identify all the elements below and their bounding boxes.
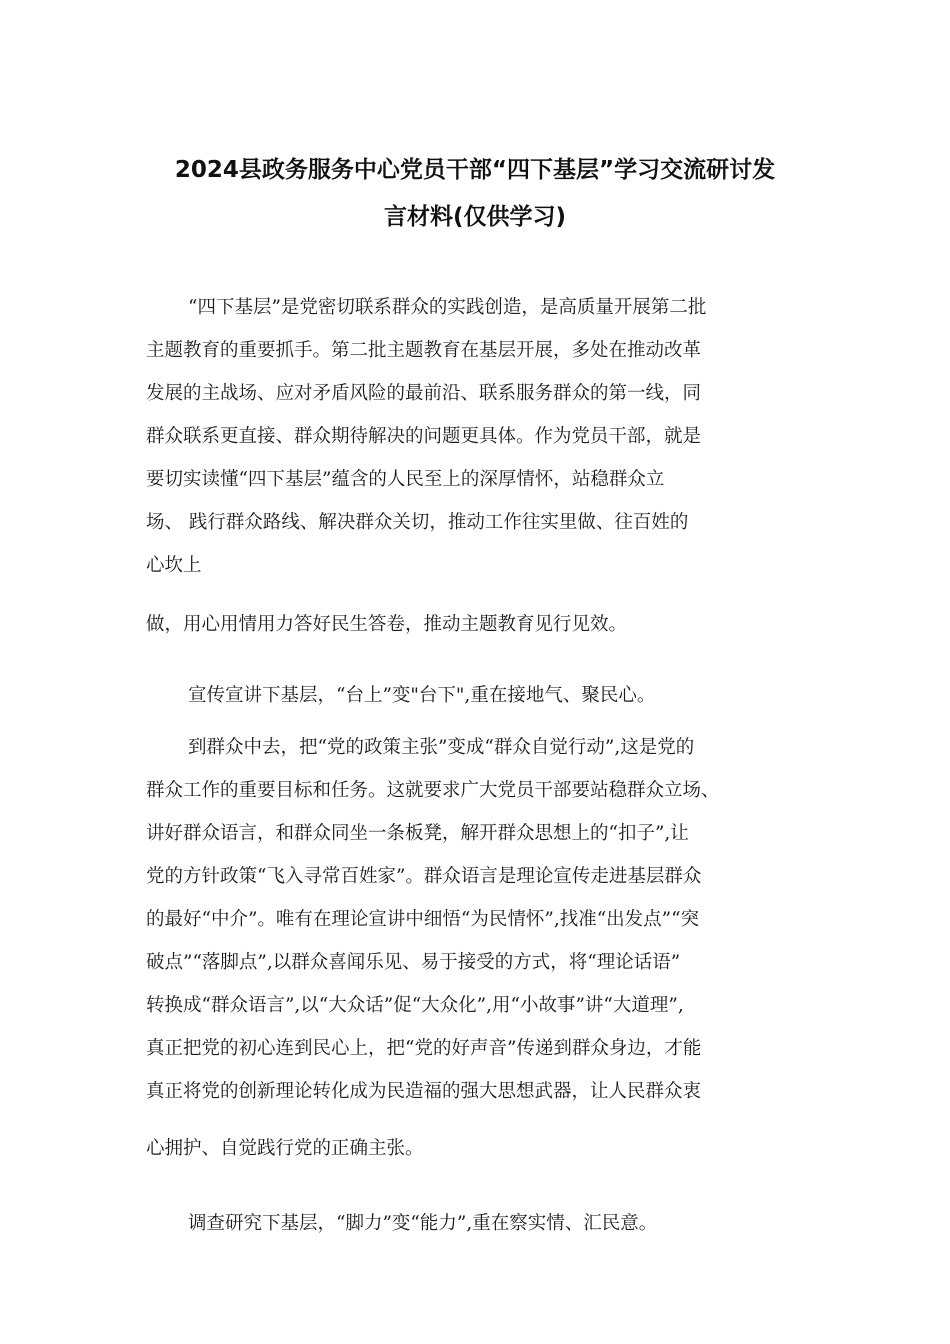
para2-line-8: 真正把党的初心连到民心上，把“党的好声音”传递到群众身边，才能: [146, 1038, 702, 1059]
para2-line-4: 党的方针政策“飞入寻常百姓家”。群众语言是理论宣传走进基层群众: [146, 866, 702, 887]
document-title-line-1: 2024县政务服务中心党员干部“四下基层”学习交流研讨发: [174, 157, 776, 183]
para2-line-6: 破点”“落脚点”,以群众喜闻乐见、易于接受的方式，将“理论话语”: [146, 952, 681, 973]
para2-line-2: 群众工作的重要目标和任务。这就要求广大党员干部要站稳群众立场、: [146, 780, 720, 801]
para1-line-3: 发展的主战场、应对矛盾风险的最前沿、联系服务群众的第一线，同: [146, 383, 702, 404]
para1-line-6: 场、 践行群众路线、解决群众关切，推动工作往实里做、往百姓的: [146, 512, 689, 533]
para1-line-5: 要切实读懂“四下基层”蕴含的人民至上的深厚情怀，站稳群众立: [146, 469, 665, 490]
para1-line-8: 做，用心用情用力答好民生答卷，推动主题教育见行见效。: [146, 614, 628, 635]
para1-line-4: 群众联系更直接、群众期待解决的问题更具体。作为党员干部，就是: [146, 426, 702, 447]
para1-line-7: 心坎上: [146, 555, 202, 576]
para2-line-3: 讲好群众语言，和群众同坐一条板凳，解开群众思想上的“扣子”,让: [146, 823, 689, 844]
document-title-line-2: 言材料(仅供学习): [383, 204, 567, 230]
section-heading-2: 调查研究下基层，“脚力”变“能力”,重在察实情、汇民意。: [188, 1213, 658, 1234]
para2-line-10: 心拥护、自觉践行党的正确主张。: [146, 1138, 424, 1159]
para1-line-1: “四下基层”是党密切联系群众的实践创造，是高质量开展第二批: [188, 297, 707, 318]
section-heading-1: 宣传宣讲下基层，“台上”变"台下",重在接地气、聚民心。: [188, 685, 656, 706]
para2-line-5: 的最好“中介”。唯有在理论宣讲中细悟“为民情怀”,找准“出发点”“突: [146, 909, 700, 930]
para2-line-9: 真正将党的创新理论转化成为民造福的强大思想武器，让人民群众衷: [146, 1081, 702, 1102]
para2-line-7: 转换成“群众语言”,以“大众话”促“大众化”,用“小故事”讲“大道理”,: [146, 995, 684, 1016]
para2-line-1: 到群众中去，把“党的政策主张”变成“群众自觉行动”,这是党的: [188, 737, 695, 758]
para1-line-2: 主题教育的重要抓手。第二批主题教育在基层开展，多处在推动改革: [146, 340, 702, 361]
